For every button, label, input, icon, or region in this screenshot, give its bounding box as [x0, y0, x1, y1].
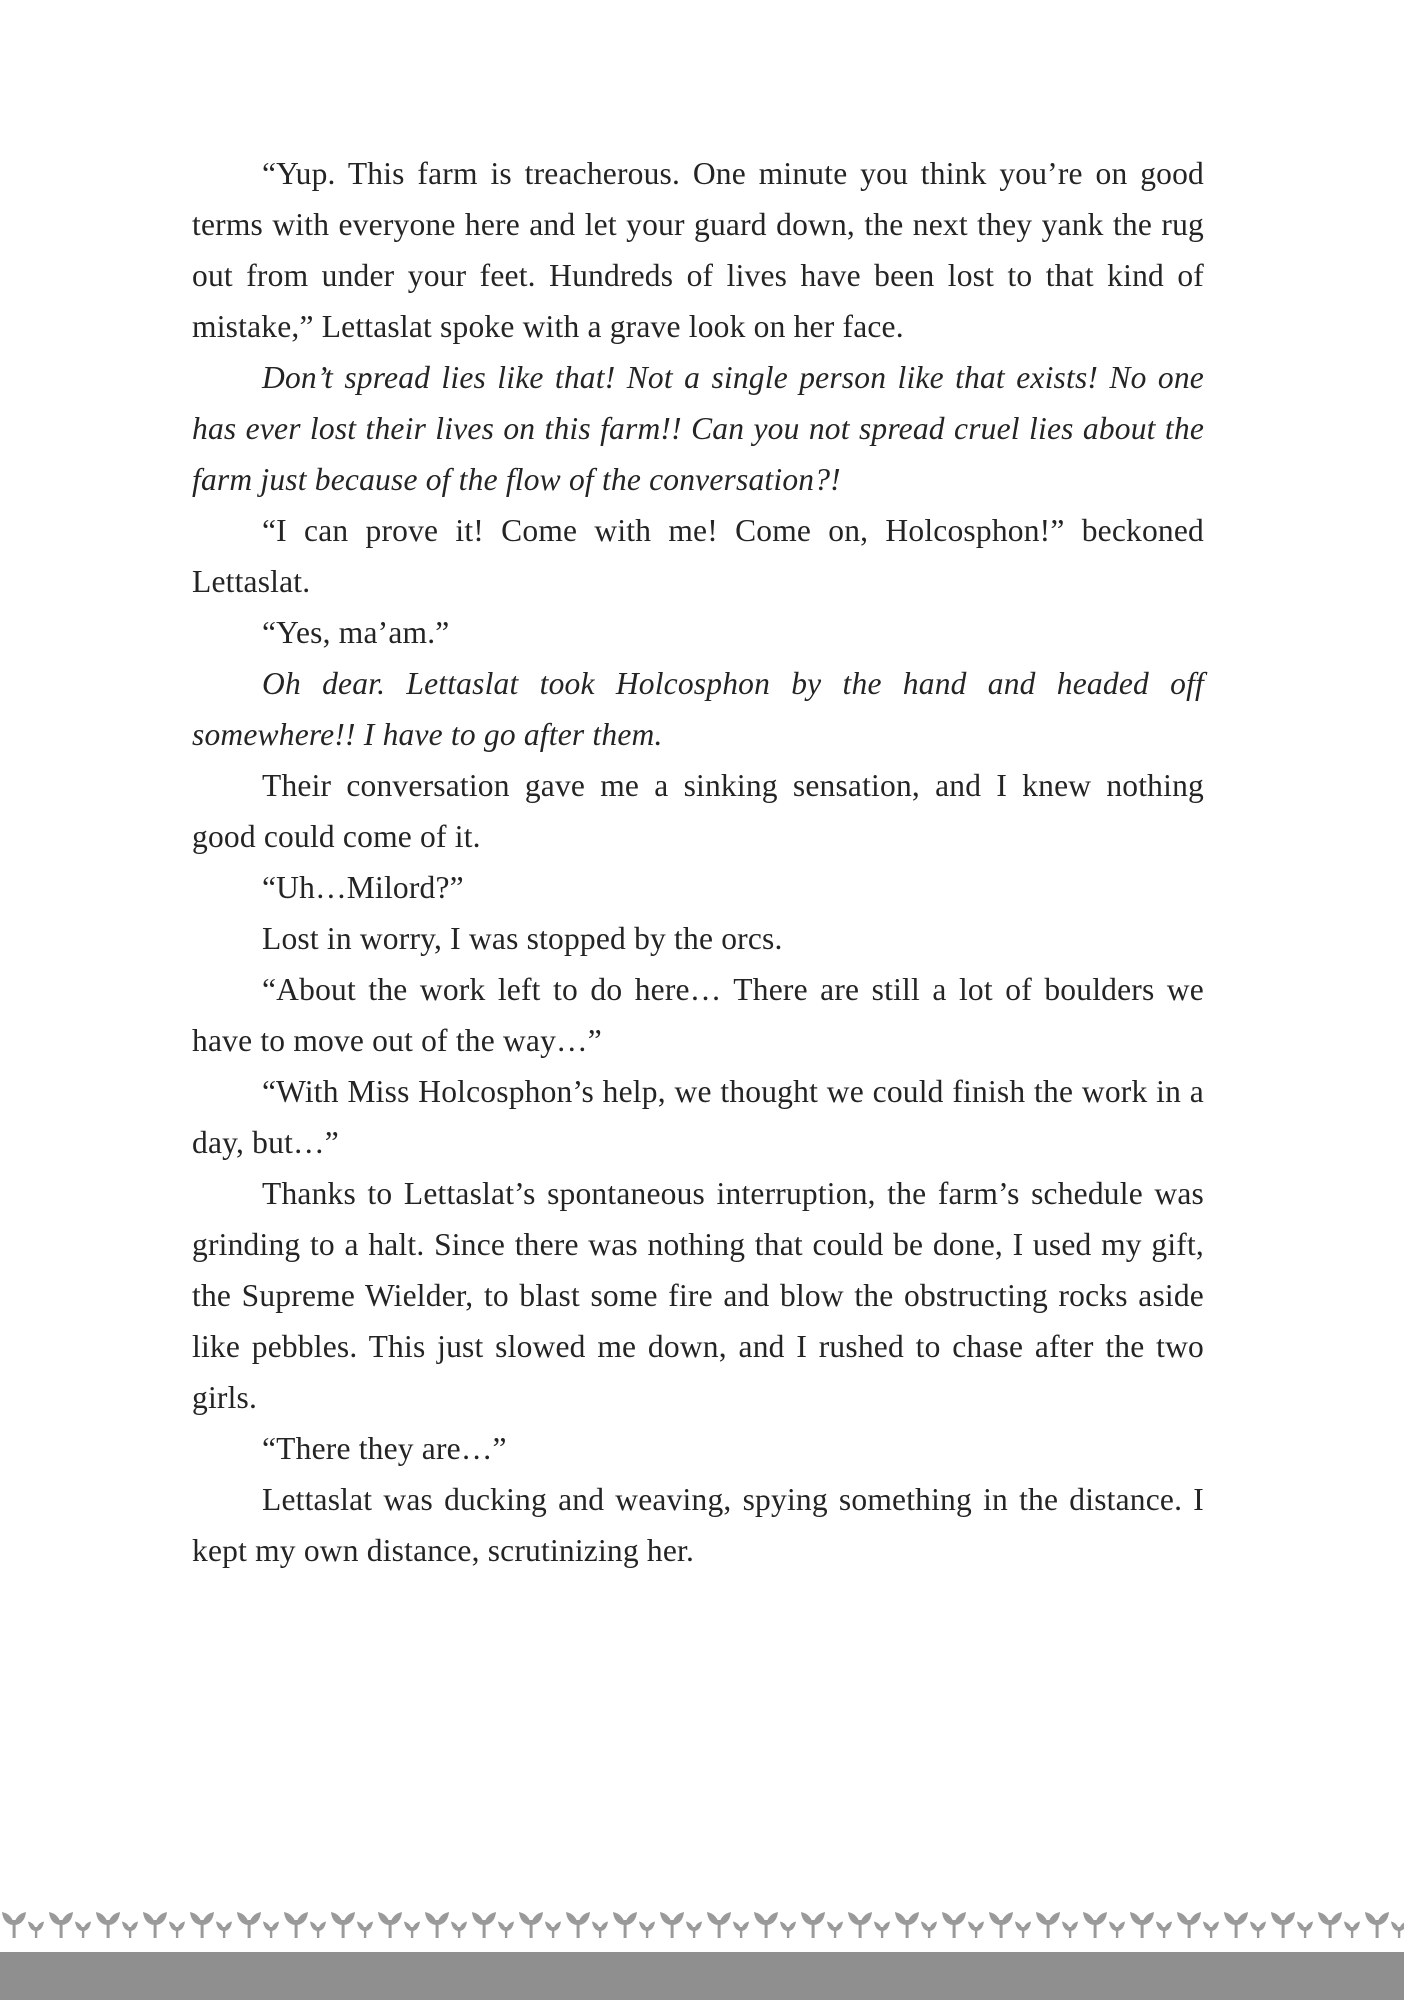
paragraph: “I can prove it! Come with me! Come on, Holcosphon!” beckoned Lettaslat. — [192, 513, 1204, 599]
paragraph: “About the work left to do here… There are still a lot of boulders we have to move out of the way…” — [192, 972, 1204, 1058]
paragraph: Their conversation gave me a sinking sensation, and I knew nothing good could come of it. — [192, 768, 1204, 854]
paragraph: “Uh…Milord?” — [262, 870, 464, 905]
paragraph: Don’t spread lies like that! Not a single person like that exists! No one has ever lost their lives on this farm!! Can you not spread cruel lies about the farm just because of the flow of the conversation?! — [192, 360, 1204, 497]
paragraph: “Yup. This farm is treacherous. One minute you think you’re on good terms with everyone here and let your guard down, the next they yank the rug out from under your feet. Hundreds of lives have been lost to that kind of mistake,” Lettaslat spoke with a grave look on her face. — [192, 156, 1204, 344]
paragraph: Thanks to Lettaslat’s spontaneous interruption, the farm’s schedule was grinding to a halt. Since there was nothing that could be done, I used my gift, the Supreme Wielder, to blast some fire and blow the obstructing rocks aside like pebbles. This just slowed me down, and I rushed to chase after the two girls. — [192, 1176, 1204, 1415]
sprout-icon — [0, 1900, 1404, 1940]
paragraph: Oh dear. Lettaslat took Holcosphon by the hand and headed off somewhere!! I have to go after them. — [192, 666, 1204, 752]
paragraph: Lost in worry, I was stopped by the orcs. — [262, 921, 783, 956]
paragraph: “Yes, ma’am.” — [262, 615, 450, 650]
paragraph: “With Miss Holcosphon’s help, we thought we could finish the work in a day, but…” — [192, 1074, 1204, 1160]
page-text — [192, 148, 1204, 1576]
footer-bar — [0, 1952, 1404, 2000]
paragraph: Lettaslat was ducking and weaving, spying something in the distance. I kept my own distance, scrutinizing her. — [192, 1482, 1204, 1568]
sprout-border — [0, 1900, 1404, 1940]
paragraph: “There they are…” — [262, 1431, 507, 1466]
